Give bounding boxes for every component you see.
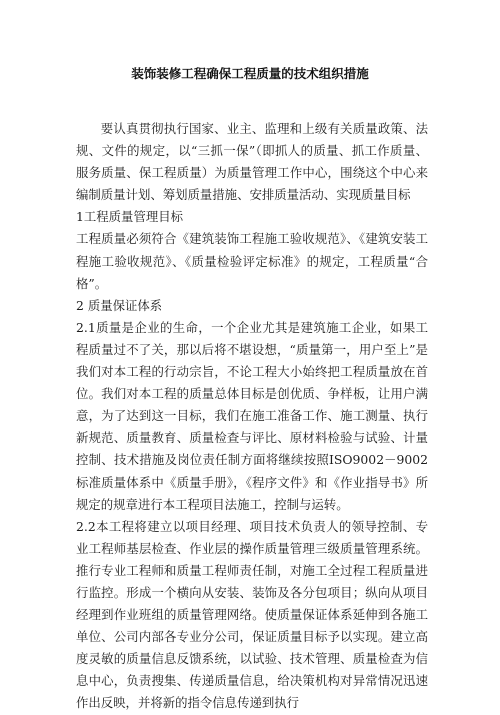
section-heading-quality-goal: 1工程质量管理目标	[76, 209, 184, 225]
paragraph-2-1: 2.1质量是企业的生命，一个企业尤其是建筑施工企业，如果工程质量过不了关，那以后将不堪设想，“质量第一，用户至上”是我们对本工程的行动宗旨，不论工程大小始终把工程质量放在首位。我们对本工程的质量总体目标是创优质、争样板，让用户满意，为了达到这一目标，我们在施工准备工作、施工测量、执行新规范、质量教育、质量检查与评比、原材料检验与试验、计量控制、技术措施及岗位责任制方面将继续按照ISO9002－9002标准质量体系中《质量手册》，《程序文件》和《作业指导书》所规定的规章进行本工程项目法施工，控制与运转。	[76, 319, 428, 512]
document-title: 装饰装修工程确保工程质量的技术组织措施	[131, 66, 369, 81]
intro-paragraph: 要认真贯彻执行国家、业主、监理和上级有关质量政策、法规、文件的规定，以“三抓一保”（即抓人的质量、抓工作质量、服务质量、保工程质量）为质量管理工作中心，围绕这个中心来编制质量计划、筹划质量措施、安排质量活动、实现质量目标	[76, 121, 428, 203]
section-heading-quality-system: 2 质量保证体系	[76, 297, 163, 313]
paragraph-2-2: 2.2本工程将建立以项目经理、项目技术负责人的领导控制、专业工程师基层检查、作业层的操作质量管理三级质量管理系统。推行专业工程师和质量工程师责任制，对施工全过程工程质量进行监控。形成一个横向从安装、装饰及各分包项目；纵向从项目经理到作业班组的质量管理网络。使质量保证体系延伸到各施工单位、公司内部各专业分公司，保证质量目标予以实现。建立高度灵敏的质量信息反馈系统，以试验、技术管理、质量检查为信息中心，负责搜集、传递质量信息，给决策机构对异常情况迅速作出反映，并将新的指令信息传递到执行	[76, 518, 428, 711]
quality-goal-paragraph: 工程质量必须符合《建筑装饰工程施工验收规范》、《建筑安装工程施工验收规范》、《质量检验评定标准》的规定，工程质量“合格”。	[76, 231, 428, 291]
document-body	[76, 118, 428, 715]
